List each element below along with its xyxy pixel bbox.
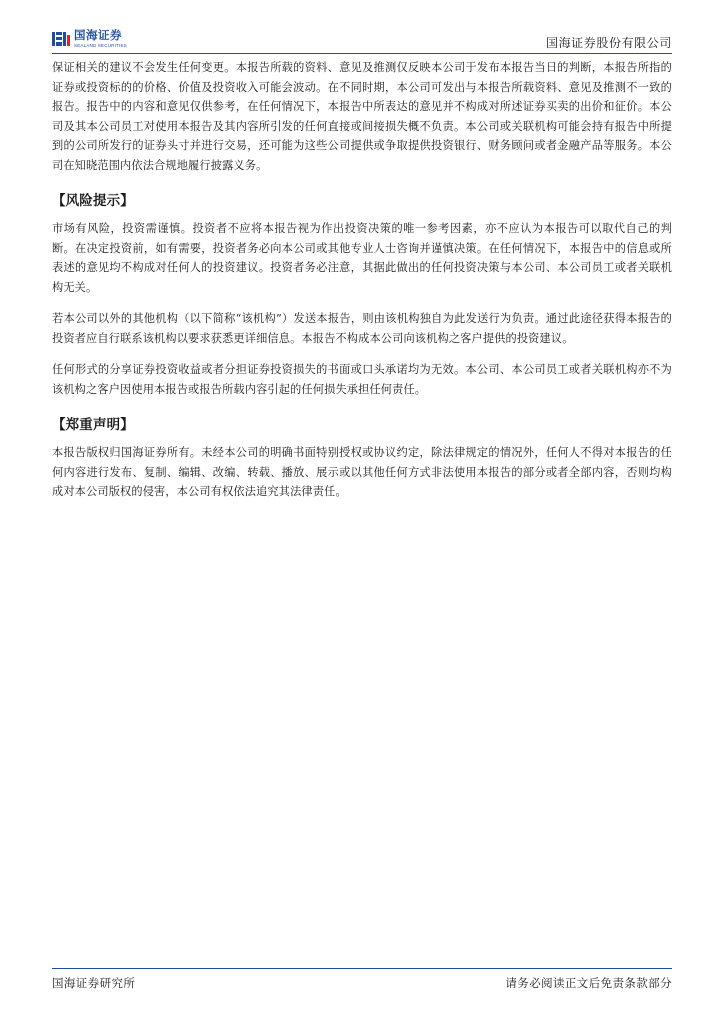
- intro-paragraph: 保证相关的建议不会发生任何变更。本报告所载的资料、意见及推测仅反映本公司于发布本报告当日的判断，本报告所指的证券或投资标的的价格、价值及投资收入可能会波动。在不同时期，本公司可发出与本报告所载资料、意见及推测不一致的报告。报告中的内容和意见仅供参考，在任何情况下，本报告中所表达的意见并不构成对所述证券买卖的出价和征价。本公司及其本公司员工对使用本报告及其内容所引发的任何直接或间接损失概不负责。本公司或关联机构可能会持有报告中所提到的公司所发行的证券头寸并进行交易，还可能为这些公司提供或争取提供投资银行、财务顾问或者金融产品等服务。本公司在知晓范围内依法合规地履行披露义务。: [52, 61, 672, 172]
- footer-disclaimer-note: 请务必阅读正文后免责条款部分: [505, 976, 672, 990]
- risk-paragraph-1: 市场有风险，投资需谨慎。投资者不应将本报告视为作出投资决策的唯一参考因素，亦不应认为本报告可以取代自己的判断。在决定投资前，如有需要，投资者务必向本公司或其他专业人士咨询并谨慎决策。在任何情况下，本报告中的信息或所表述的意见均不构成对任何人的投资建议。投资者务必注意，其据此做出的任何投资决策与本公司、本公司员工或者关联机构无关。: [52, 222, 672, 294]
- footer-divider: [52, 968, 672, 969]
- footer-institute: 国海证券研究所: [52, 976, 136, 990]
- notice-section-title: 【郑重声明】: [52, 417, 134, 433]
- disclaimer-content: [52, 58, 672, 502]
- risk-section-title: 【风险提示】: [52, 193, 134, 209]
- sealand-logo: [52, 30, 127, 48]
- company-name: 国海证券股份有限公司: [545, 36, 672, 50]
- page-header: [52, 30, 672, 52]
- sealand-logo-icon: [52, 30, 70, 48]
- risk-paragraph-3: 任何形式的分享证券投资收益或者分担证券投资损失的书面或口头承诺均为无效。本公司、本公司员工或者关联机构亦不为该机构之客户因使用本报告或报告所载内容引起的任何损失承担任何责任。: [52, 363, 672, 396]
- risk-paragraph-2: 若本公司以外的其他机构（以下简称“该机构”）发送本报告，则由该机构独自为此发送行为负责。通过此途径获得本报告的投资者应自行联系该机构以要求获悉更详细信息。本报告不构成本公司向该机构之客户提供的投资建议。: [52, 312, 672, 345]
- header-divider: [52, 53, 672, 54]
- logo-chinese-name: 国海证券: [74, 28, 122, 42]
- notice-paragraph: 本报告版权归国海证券所有。未经本公司的明确书面特别授权或协议约定，除法律规定的情况外，任何人不得对本报告的任何内容进行发布、复制、编辑、改编、转载、播放、展示或以其他任何方式非法使用本报告的部分或者全部内容，否则均构成对本公司版权的侵害，本公司有权依法追究其法律责任。: [52, 446, 672, 498]
- logo-english-name: SEALAND SECURITIES: [74, 42, 127, 48]
